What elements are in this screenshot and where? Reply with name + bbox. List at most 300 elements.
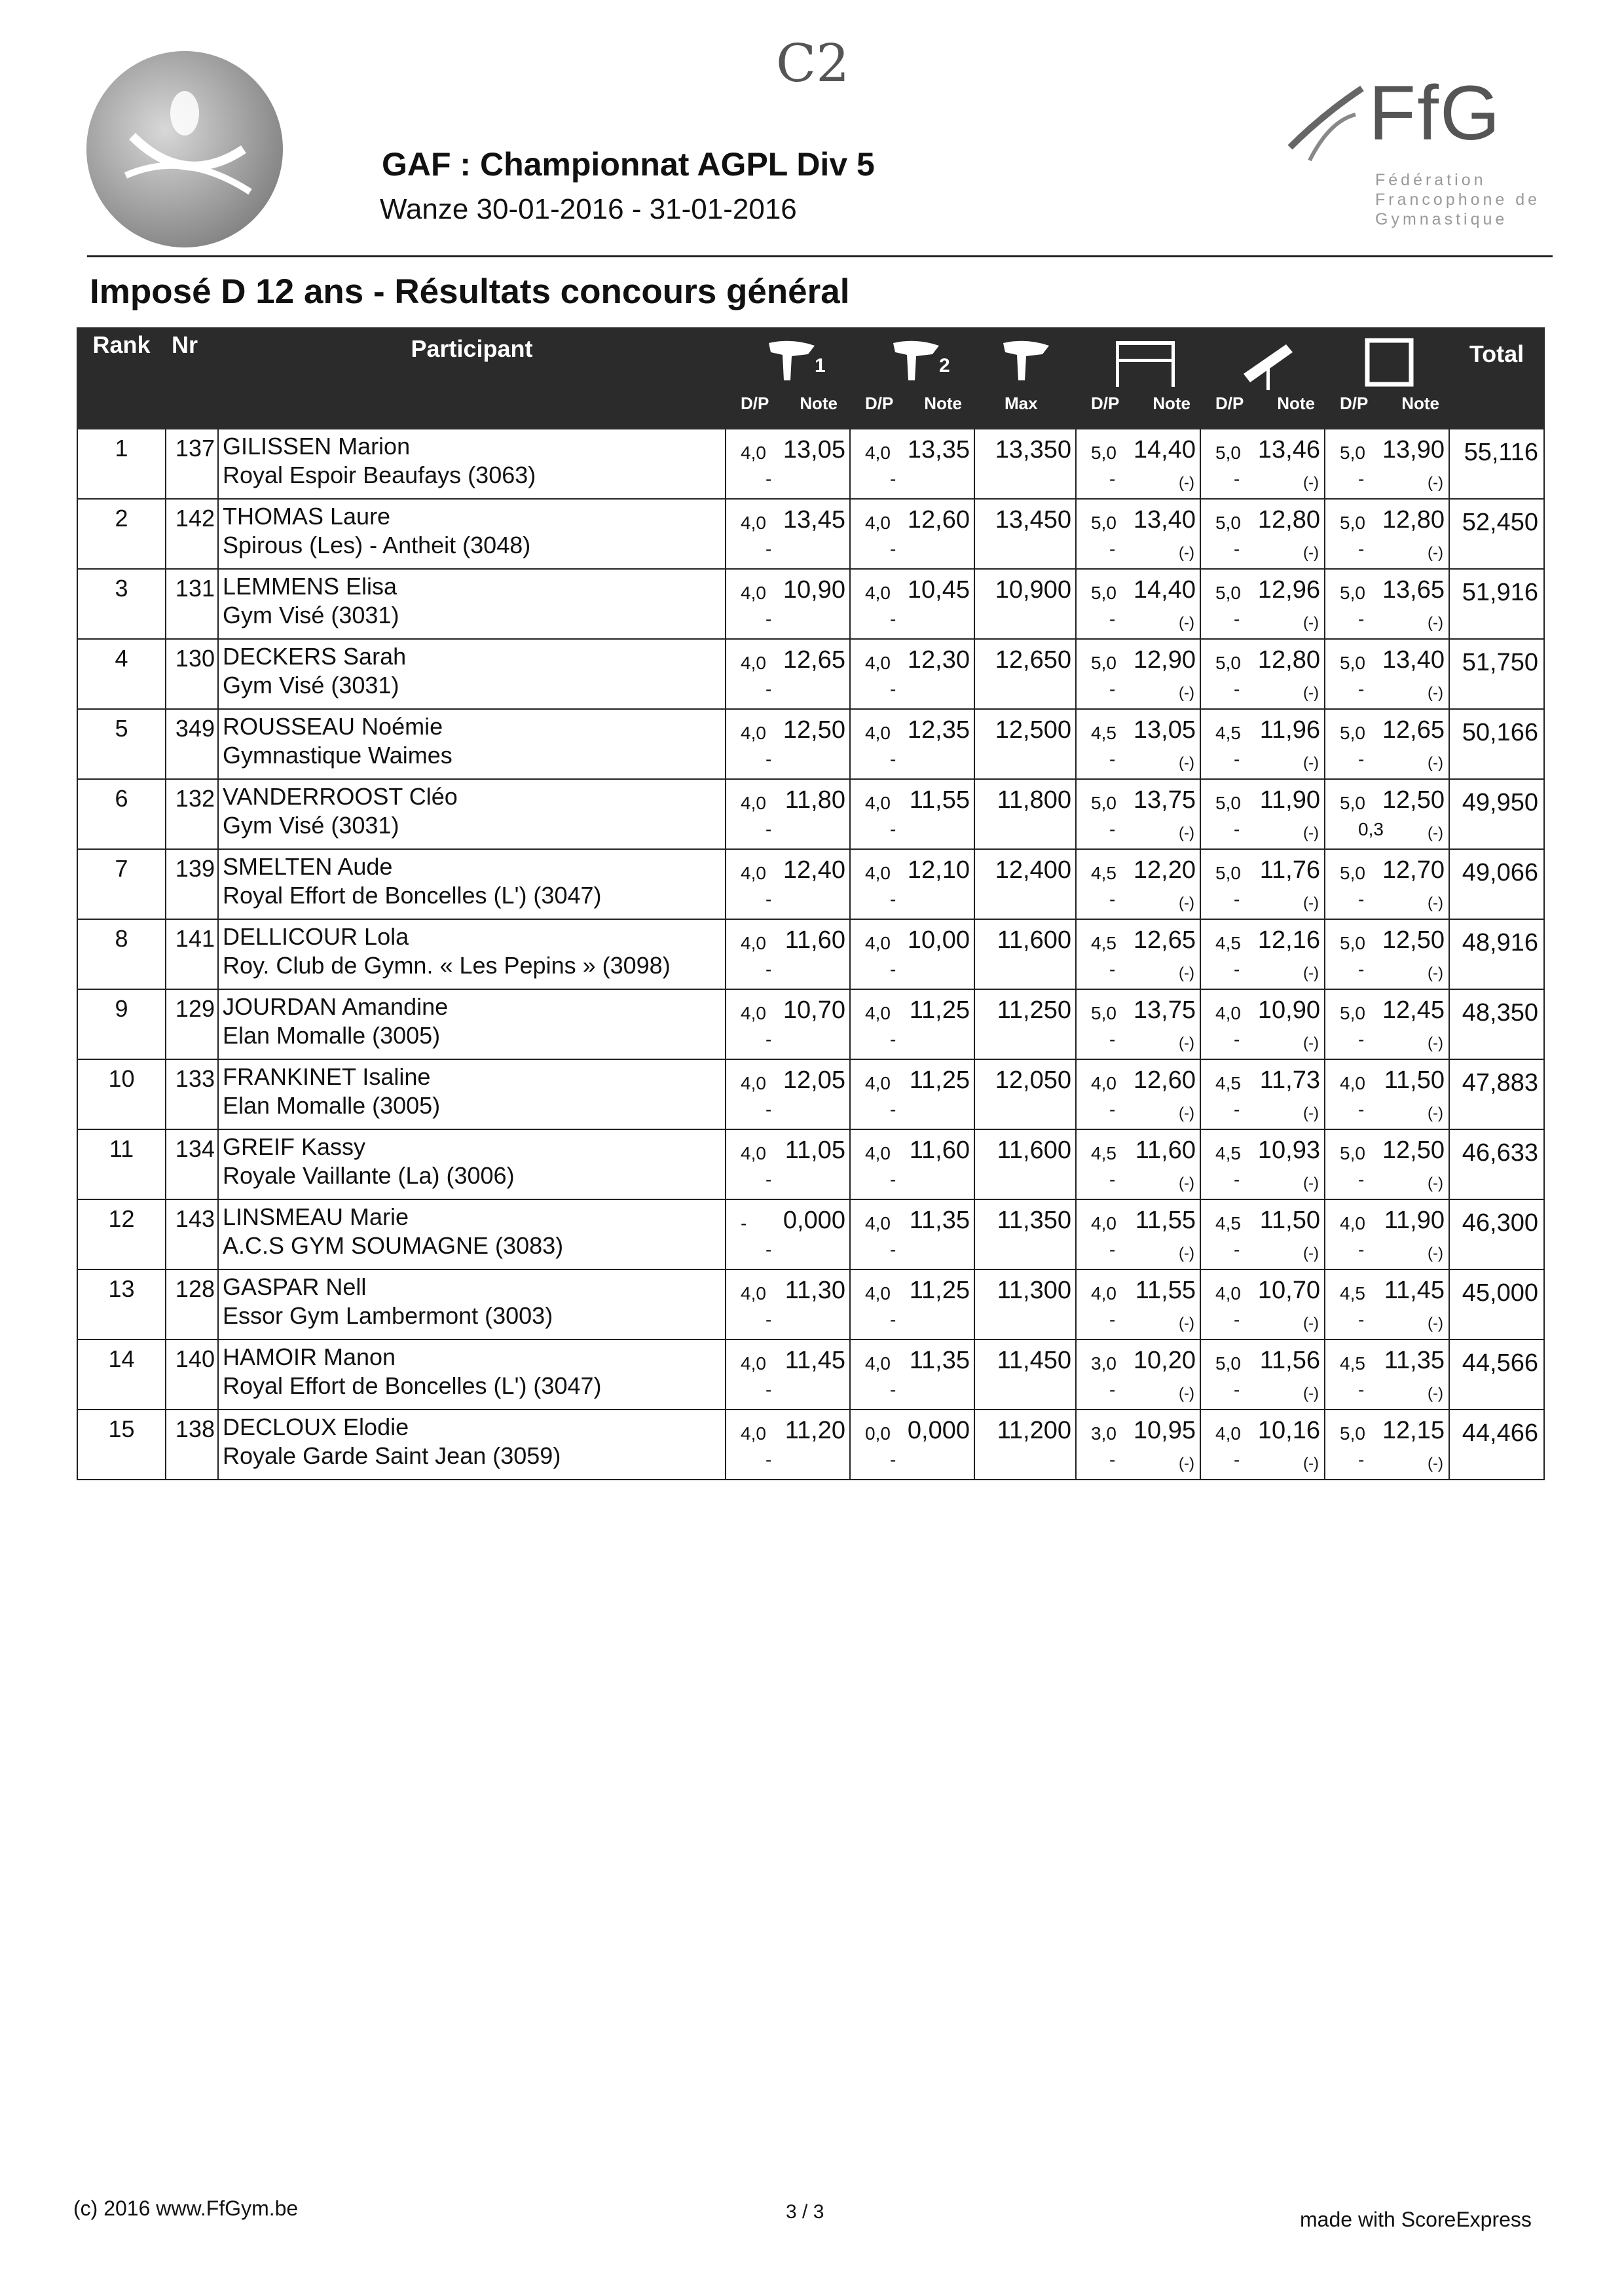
sub-value: - (1358, 1239, 1365, 1260)
table-row (77, 849, 1544, 919)
sub-value: - (890, 469, 896, 489)
penalty-mark: (-) (1303, 754, 1319, 772)
difficulty-value: 5,0 (1091, 513, 1116, 533)
gymnast-name: DECLOUX Elodie (223, 1413, 409, 1440)
score-value: 12,80 (1382, 506, 1445, 534)
difficulty-value: 4,0 (1215, 1423, 1241, 1444)
gymnast-name: JOURDAN Amandine (223, 993, 449, 1020)
bars-cell (1076, 1199, 1200, 1269)
difficulty-value: 4,5 (1340, 1353, 1365, 1374)
vault2-cell (850, 849, 974, 919)
difficulty-value: 4,0 (741, 583, 766, 603)
header-rank: Rank (77, 328, 166, 429)
difficulty-value: 4,0 (1091, 1283, 1116, 1303)
floor-cell (1325, 499, 1449, 569)
beam-cell (1200, 1059, 1325, 1129)
difficulty-value: 5,0 (1215, 793, 1241, 813)
nr-cell: 138 (166, 1410, 218, 1480)
table-row (77, 569, 1544, 639)
score-value: 12,16 (1257, 926, 1320, 954)
difficulty-value: 4,0 (741, 1003, 766, 1023)
difficulty-value: 5,0 (1340, 723, 1365, 743)
score-value: 12,50 (1382, 1137, 1445, 1164)
sub-value: - (1109, 1029, 1116, 1049)
vault1-cell (726, 709, 850, 779)
sub-value: - (1109, 469, 1116, 489)
score-value: 12,80 (1257, 506, 1320, 534)
vault-max-cell: 11,600 (974, 919, 1076, 989)
score-value: 11,73 (1259, 1066, 1320, 1094)
beam-cell (1200, 919, 1325, 989)
difficulty-value: 4,0 (865, 793, 891, 813)
total-cell: 46,633 (1449, 1129, 1544, 1199)
vault-max-icon (1000, 338, 1052, 384)
vault-max-cell: 11,600 (974, 1129, 1076, 1199)
gymnast-name: LINSMEAU Marie (223, 1203, 409, 1230)
total-cell: 48,916 (1449, 919, 1544, 989)
participant-cell (218, 1410, 726, 1480)
beam-cell (1200, 1129, 1325, 1199)
difficulty-value: 4,0 (741, 1143, 766, 1163)
score-value: 13,75 (1133, 786, 1196, 814)
sub-value: - (890, 1239, 896, 1260)
sub-value: - (1109, 819, 1116, 839)
sub-value: - (1358, 1309, 1365, 1330)
sub-value: - (890, 539, 896, 559)
sub-value: - (1358, 539, 1365, 559)
vault2-cell (850, 1410, 974, 1480)
beam-cell (1200, 779, 1325, 849)
vault1-cell (726, 849, 850, 919)
penalty-mark: (-) (1179, 684, 1194, 702)
difficulty-value: 4,5 (1091, 933, 1116, 953)
sub-value: - (766, 959, 772, 979)
sub-value: - (890, 749, 896, 769)
beam-cell (1200, 709, 1325, 779)
club-name: Elan Momalle (3005) (223, 1022, 441, 1049)
gymnast-icon (1283, 75, 1369, 167)
sub-value: - (890, 679, 896, 699)
rank-cell: 13 (77, 1269, 166, 1339)
difficulty-value: 5,0 (1091, 1003, 1116, 1023)
sub-value: - (1358, 1379, 1365, 1400)
score-value: 10,95 (1133, 1417, 1196, 1444)
score-value: 11,55 (909, 786, 970, 814)
table-row (77, 1339, 1544, 1410)
difficulty-value: 4,0 (865, 723, 891, 743)
difficulty-value: 4,0 (865, 1143, 891, 1163)
nr-cell: 141 (166, 919, 218, 989)
rank-cell: 4 (77, 639, 166, 709)
total-cell: 51,750 (1449, 639, 1544, 709)
difficulty-value: 5,0 (1340, 863, 1365, 883)
score-value: 10,90 (1257, 996, 1320, 1024)
score-value: 12,50 (1382, 786, 1445, 814)
vault1-cell (726, 779, 850, 849)
handwritten-mark: C2 (776, 33, 850, 94)
sub-value: - (1234, 889, 1240, 909)
floor-cell (1325, 919, 1449, 989)
penalty-mark: (-) (1179, 544, 1194, 562)
rank-cell: 3 (77, 569, 166, 639)
floor-cell (1325, 639, 1449, 709)
bars-cell (1076, 1129, 1200, 1199)
difficulty-value: 4,0 (865, 1213, 891, 1233)
table-row (77, 1410, 1544, 1480)
bars-cell (1076, 569, 1200, 639)
penalty-mark: (-) (1303, 1034, 1319, 1052)
score-value: 11,05 (784, 1137, 845, 1164)
difficulty-value: 5,0 (1215, 443, 1241, 463)
penalty-mark: (-) (1303, 1175, 1319, 1192)
vault-max-cell: 11,800 (974, 779, 1076, 849)
vault-1-icon (766, 338, 818, 384)
score-value: 12,80 (1257, 646, 1320, 674)
difficulty-value: 4,0 (865, 653, 891, 673)
participant-cell (218, 499, 726, 569)
difficulty-value: 4,5 (1215, 1143, 1241, 1163)
beam-cell (1200, 849, 1325, 919)
vault1-cell (726, 429, 850, 499)
score-value: 13,65 (1382, 576, 1445, 604)
total-cell: 52,450 (1449, 499, 1544, 569)
club-name: Roy. Club de Gymn. « Les Pepins » (3098) (223, 952, 671, 979)
bars-cell (1076, 989, 1200, 1059)
vault-max-cell: 13,450 (974, 499, 1076, 569)
difficulty-value: 5,0 (1215, 653, 1241, 673)
participant-cell (218, 569, 726, 639)
sub-value: - (1234, 959, 1240, 979)
sub-value: - (1234, 1169, 1240, 1190)
floor-cell (1325, 1410, 1449, 1480)
score-value: 10,90 (783, 576, 845, 604)
score-value: 11,35 (909, 1347, 970, 1374)
score-value: 12,05 (783, 1066, 845, 1094)
difficulty-value: 4,0 (1340, 1073, 1365, 1093)
rank-cell: 10 (77, 1059, 166, 1129)
sub-value: - (766, 1379, 772, 1400)
difficulty-value: 4,0 (865, 1003, 891, 1023)
sub-value: - (1358, 1169, 1365, 1190)
penalty-mark: (-) (1179, 894, 1194, 912)
difficulty-value: 4,0 (741, 443, 766, 463)
penalty-mark: (-) (1428, 824, 1443, 842)
footer-made-with: made with ScoreExpress (1300, 2208, 1532, 2231)
total-cell: 51,916 (1449, 569, 1544, 639)
participant-cell (218, 989, 726, 1059)
sub-value: - (1234, 539, 1240, 559)
vault-max-cell: 11,300 (974, 1269, 1076, 1339)
difficulty-value: 5,0 (1340, 1143, 1365, 1163)
table-row (77, 919, 1544, 989)
score-value: 11,30 (784, 1277, 845, 1304)
difficulty-value: 4,0 (741, 933, 766, 953)
penalty-mark: (-) (1428, 1034, 1443, 1052)
participant-cell (218, 429, 726, 499)
penalty-mark: (-) (1428, 754, 1443, 772)
sub-value: - (1234, 679, 1240, 699)
floor-cell (1325, 429, 1449, 499)
score-value: 14,40 (1133, 436, 1196, 464)
sub-value: - (766, 609, 772, 629)
penalty-mark: (-) (1303, 1385, 1319, 1402)
vault-max-cell: 12,050 (974, 1059, 1076, 1129)
difficulty-value: 4,0 (1340, 1213, 1365, 1233)
sub-value: - (766, 1169, 772, 1190)
penalty-mark: (-) (1303, 684, 1319, 702)
score-value: 11,50 (1384, 1066, 1445, 1094)
vault2-cell (850, 989, 974, 1059)
floor-icon (1365, 338, 1414, 387)
club-name: Spirous (Les) - Antheit (3048) (223, 532, 531, 558)
vault-max-cell: 11,200 (974, 1410, 1076, 1480)
score-value: 12,60 (1133, 1066, 1196, 1094)
sub-value: - (890, 959, 896, 979)
score-value: 11,55 (1135, 1207, 1196, 1234)
table-row (77, 429, 1544, 499)
participant-cell (218, 849, 726, 919)
score-value: 12,65 (783, 646, 845, 674)
score-value: 11,45 (784, 1347, 845, 1374)
score-value: 12,30 (907, 646, 970, 674)
gymnast-name: ROUSSEAU Noémie (223, 713, 443, 740)
penalty-mark: (-) (1428, 684, 1443, 702)
bars-cell (1076, 779, 1200, 849)
nr-cell: 130 (166, 639, 218, 709)
header-nr: Nr (166, 328, 218, 429)
sub-value: - (766, 889, 772, 909)
difficulty-value: 5,0 (1091, 443, 1116, 463)
penalty-mark: (-) (1179, 1104, 1194, 1122)
difficulty-value: 5,0 (1340, 443, 1365, 463)
sub-value: - (766, 1029, 772, 1049)
sub-value: - (890, 1099, 896, 1120)
sub-value: - (890, 819, 896, 839)
score-value: 11,76 (1259, 856, 1320, 884)
sub-value: - (890, 1029, 896, 1049)
ffg-logo-subtitle: Fédération Francophone de Gymnastique (1375, 171, 1541, 228)
sub-value: - (1109, 1309, 1116, 1330)
score-value: 11,45 (1384, 1277, 1445, 1304)
score-value: 12,90 (1133, 646, 1196, 674)
score-value: 12,45 (1382, 996, 1445, 1024)
nr-cell: 133 (166, 1059, 218, 1129)
vault1-cell (726, 569, 850, 639)
beam-cell (1200, 1410, 1325, 1480)
vault2-cell (850, 1059, 974, 1129)
penalty-mark: (-) (1303, 964, 1319, 982)
penalty-mark: (-) (1179, 1315, 1194, 1332)
vault2-cell (850, 709, 974, 779)
sub-value: - (1358, 1029, 1365, 1049)
vault2-cell (850, 429, 974, 499)
difficulty-value: 5,0 (1340, 653, 1365, 673)
difficulty-value: 4,0 (741, 1283, 766, 1303)
difficulty-value: 4,0 (865, 863, 891, 883)
difficulty-value: 4,0 (741, 793, 766, 813)
vault-max-cell: 11,350 (974, 1199, 1076, 1269)
beam-cell (1200, 989, 1325, 1059)
difficulty-value: 4,5 (1091, 723, 1116, 743)
difficulty-value: 4,5 (1215, 1073, 1241, 1093)
difficulty-value: 4,0 (741, 723, 766, 743)
penalty-mark: (-) (1428, 894, 1443, 912)
penalty-mark: (-) (1179, 1385, 1194, 1402)
sub-value: - (766, 1309, 772, 1330)
gymnast-name: DECKERS Sarah (223, 643, 407, 670)
score-value: 12,40 (783, 856, 845, 884)
sub-value: - (1234, 1449, 1240, 1470)
rank-cell: 8 (77, 919, 166, 989)
participant-cell (218, 639, 726, 709)
penalty-mark: (-) (1428, 1385, 1443, 1402)
difficulty-value: 0,0 (865, 1423, 891, 1444)
floor-cell (1325, 1339, 1449, 1410)
score-value: 10,16 (1257, 1417, 1320, 1444)
vault2-cell (850, 1339, 974, 1410)
total-cell: 48,350 (1449, 989, 1544, 1059)
vault1-cell (726, 499, 850, 569)
gymnast-name: GILISSEN Marion (223, 433, 411, 460)
header-beam: D/P Note (1200, 328, 1325, 429)
nr-cell: 142 (166, 499, 218, 569)
rank-cell: 1 (77, 429, 166, 499)
bars-cell (1076, 849, 1200, 919)
difficulty-value: 4,0 (741, 653, 766, 673)
difficulty-value: 5,0 (1340, 1003, 1365, 1023)
beam-cell (1200, 429, 1325, 499)
score-value: 10,70 (1257, 1277, 1320, 1304)
penalty-mark: (-) (1179, 754, 1194, 772)
total-cell: 50,166 (1449, 709, 1544, 779)
sub-value: - (1234, 469, 1240, 489)
difficulty-value: 5,0 (1215, 1353, 1241, 1374)
vault-max-cell: 12,400 (974, 849, 1076, 919)
sub-value: - (1109, 889, 1116, 909)
score-value: 11,90 (1384, 1207, 1445, 1234)
gymnast-name: THOMAS Laure (223, 503, 391, 530)
difficulty-value: 4,5 (1215, 723, 1241, 743)
sub-value: - (766, 749, 772, 769)
participant-cell (218, 1339, 726, 1410)
sub-value: - (1234, 749, 1240, 769)
score-value: 11,60 (909, 1137, 970, 1164)
gymnast-name: SMELTEN Aude (223, 853, 393, 880)
penalty-mark: (-) (1179, 1175, 1194, 1192)
difficulty-value: 4,5 (1215, 933, 1241, 953)
penalty-mark: (-) (1179, 1455, 1194, 1472)
table-row (77, 1059, 1544, 1129)
score-value: 12,20 (1133, 856, 1196, 884)
nr-cell: 132 (166, 779, 218, 849)
ffg-logo (1283, 69, 1545, 239)
table-row (77, 709, 1544, 779)
penalty-mark: (-) (1428, 614, 1443, 632)
beam-cell (1200, 1339, 1325, 1410)
score-value: 11,25 (909, 1066, 970, 1094)
difficulty-value: 5,0 (1215, 583, 1241, 603)
score-value: 13,05 (783, 436, 845, 464)
rank-cell: 6 (77, 779, 166, 849)
score-value: 11,50 (1259, 1207, 1320, 1234)
score-value: 13,40 (1382, 646, 1445, 674)
difficulty-value: 5,0 (1340, 793, 1365, 813)
sub-value: - (1358, 889, 1365, 909)
sub-value: - (1109, 1449, 1116, 1470)
gymnast-name: FRANKINET Isaline (223, 1063, 431, 1090)
vault2-cell (850, 639, 974, 709)
score-value: 12,35 (907, 716, 970, 744)
floor-cell (1325, 1199, 1449, 1269)
sub-value: - (1234, 609, 1240, 629)
difficulty-value: 4,0 (1215, 1283, 1241, 1303)
total-cell: 49,950 (1449, 779, 1544, 849)
difficulty-value: 4,0 (865, 513, 891, 533)
penalty-mark: (-) (1428, 474, 1443, 492)
club-name: A.C.S GYM SOUMAGNE (3083) (223, 1232, 564, 1259)
difficulty-value: 5,0 (1091, 793, 1116, 813)
difficulty-value: 4,5 (1215, 1213, 1241, 1233)
bars-cell (1076, 639, 1200, 709)
table-row (77, 1199, 1544, 1269)
score-value: 12,65 (1133, 926, 1196, 954)
rank-cell: 14 (77, 1339, 166, 1410)
vault2-cell (850, 569, 974, 639)
gymnast-name: HAMOIR Manon (223, 1343, 396, 1370)
sub-value: - (1358, 1099, 1365, 1120)
difficulty-value: 5,0 (1340, 1423, 1365, 1444)
sub-value: - (890, 609, 896, 629)
vault1-cell (726, 1199, 850, 1269)
score-value: 0,000 (783, 1207, 845, 1234)
table-row (77, 989, 1544, 1059)
gymnast-name: LEMMENS Elisa (223, 573, 397, 600)
vault-max-cell: 10,900 (974, 569, 1076, 639)
beam-cell (1200, 569, 1325, 639)
score-value: 12,10 (907, 856, 970, 884)
table-row (77, 779, 1544, 849)
vault1-cell (726, 1129, 850, 1199)
gymnast-name: DELLICOUR Lola (223, 923, 409, 950)
sub-value: - (766, 1449, 772, 1470)
club-name: Royale Vaillante (La) (3006) (223, 1162, 515, 1189)
table-row (77, 1129, 1544, 1199)
difficulty-value: 4,5 (1091, 1143, 1116, 1163)
score-value: 10,20 (1133, 1347, 1196, 1374)
ffg-logo-text: FfG (1369, 70, 1502, 156)
footer-copyright: (c) 2016 www.FfGym.be (73, 2196, 299, 2220)
vault1-cell (726, 1339, 850, 1410)
vault1-cell (726, 1059, 850, 1129)
club-name: Elan Momalle (3005) (223, 1092, 441, 1119)
difficulty-value: 4,5 (1340, 1283, 1365, 1303)
table-row (77, 639, 1544, 709)
header-floor: D/P Note (1325, 328, 1449, 429)
club-name: Royal Effort de Boncelles (L') (3047) (223, 882, 602, 909)
rank-cell: 2 (77, 499, 166, 569)
sub-value: - (890, 1169, 896, 1190)
results-table (77, 327, 1545, 1480)
bars-cell (1076, 499, 1200, 569)
vault1-cell (726, 1269, 850, 1339)
header-vault-max: Max (974, 328, 1076, 429)
vault2-cell (850, 1129, 974, 1199)
difficulty-value: 4,5 (1091, 863, 1116, 883)
participant-cell (218, 709, 726, 779)
club-name: Essor Gym Lambermont (3003) (223, 1302, 553, 1329)
score-value: 12,70 (1382, 856, 1445, 884)
rank-cell: 15 (77, 1410, 166, 1480)
